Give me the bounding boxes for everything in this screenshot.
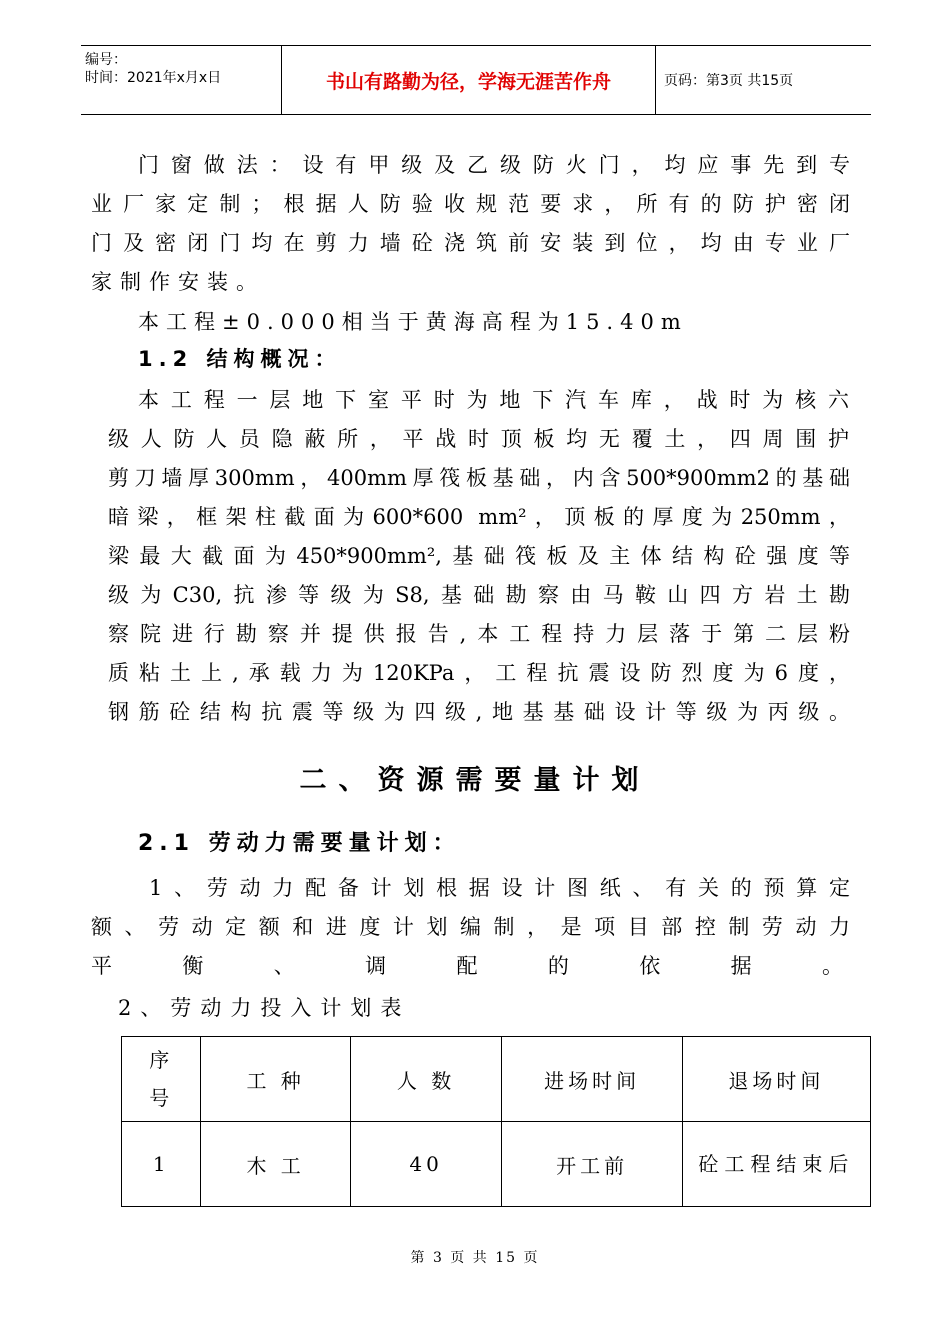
header-meta xyxy=(81,46,281,114)
text-line: 级人防人员隐蔽所，平战时顶板均无覆土，四周围护 xyxy=(108,427,850,451)
text-line: 察院进行勘察并提供报告,本工程持力层落于第二层粉 xyxy=(108,622,850,646)
table-cell: 开工前 xyxy=(502,1122,682,1207)
table-cell: 40 xyxy=(350,1122,502,1207)
text-line: 平衡、调配的依据。 xyxy=(91,954,851,978)
page-header xyxy=(81,45,871,115)
table-header-row xyxy=(122,1037,871,1122)
table-cell: 1 xyxy=(122,1122,201,1207)
paragraph-structure xyxy=(108,381,850,732)
text-line: 本工程一层地下室平时为地下汽车库，战时为核六 xyxy=(138,388,850,412)
table-header-cell: 退场时间 xyxy=(682,1037,870,1122)
paragraph-elevation: 本工程±0.000相当于黄海高程为15.40m xyxy=(138,310,688,334)
text-line: 1、劳动力配备计划根据设计图纸、有关的预算定 xyxy=(149,876,851,900)
text-line: 门及密闭门均在剪力墙砼浇筑前安装到位，均由专业厂 xyxy=(91,231,851,255)
text-line: 额、劳动定额和进度计划编制，是项目部控制劳动力 xyxy=(91,915,851,939)
table-header-cell xyxy=(122,1037,201,1122)
table-row xyxy=(122,1122,871,1207)
table-cell xyxy=(682,1122,870,1207)
text-line: 门窗做法：设有甲级及乙级防火门，均应事先到专 xyxy=(138,153,851,177)
labor-plan-table xyxy=(121,1036,871,1207)
table-header-cell: 进场时间 xyxy=(502,1037,682,1122)
text-line: 暗梁，框架柱截面为600*600 mm²，顶板的厚度为250mm， xyxy=(108,505,850,529)
header-no: 序号 xyxy=(149,1048,174,1110)
text-line: 梁最大截面为450*900mm²,基础筏板及主体结构砼强度等 xyxy=(108,544,850,568)
section-heading-2-1: 2.1 劳动力需要量计划： xyxy=(138,831,461,856)
cell-text: 砼工程结束后 xyxy=(698,1152,855,1176)
text-line: 家制作安装。 xyxy=(91,270,265,294)
text-line: 质粘土上,承载力为120KPa，工程抗震设防烈度为6度， xyxy=(108,661,850,685)
paragraph-doors xyxy=(91,146,851,302)
table-header-cell: 人 数 xyxy=(350,1037,502,1122)
paragraph-labor-plan xyxy=(91,869,851,986)
paragraph-labor-table-title: 2、劳动力投入计划表 xyxy=(118,996,411,1020)
header-shijian: 时间：2021年x月x日 xyxy=(85,70,222,86)
table-header-cell: 工 种 xyxy=(201,1037,350,1122)
text-line: 级为C30,抗渗等级为S8,基础勘察由马鞍山四方岩土勘 xyxy=(108,583,850,607)
text-line: 业厂家定制；根据人防验收规范要求，所有的防护密闭 xyxy=(91,192,851,216)
header-motto: 书山有路勤为径，学海无涯苦作舟 xyxy=(325,70,611,93)
header-bianhao: 编号： xyxy=(85,52,127,68)
page-footer: 第 3 页 共 15 页 xyxy=(410,1250,540,1266)
header-pagecode: 页码：第3页 共15页 xyxy=(664,73,794,89)
table-cell: 木 工 xyxy=(201,1122,350,1207)
text-line: 钢筋砼结构抗震等级为四级,地基基础设计等级为丙级。 xyxy=(108,700,850,724)
chapter-title: 二、资源需要量计划 xyxy=(299,765,651,796)
text-line: 剪刀墙厚300mm，400mm厚筏板基础，内含500*900mm2的基础 xyxy=(108,466,850,490)
section-heading-1-2: 1.2 结构概况： xyxy=(138,347,342,371)
